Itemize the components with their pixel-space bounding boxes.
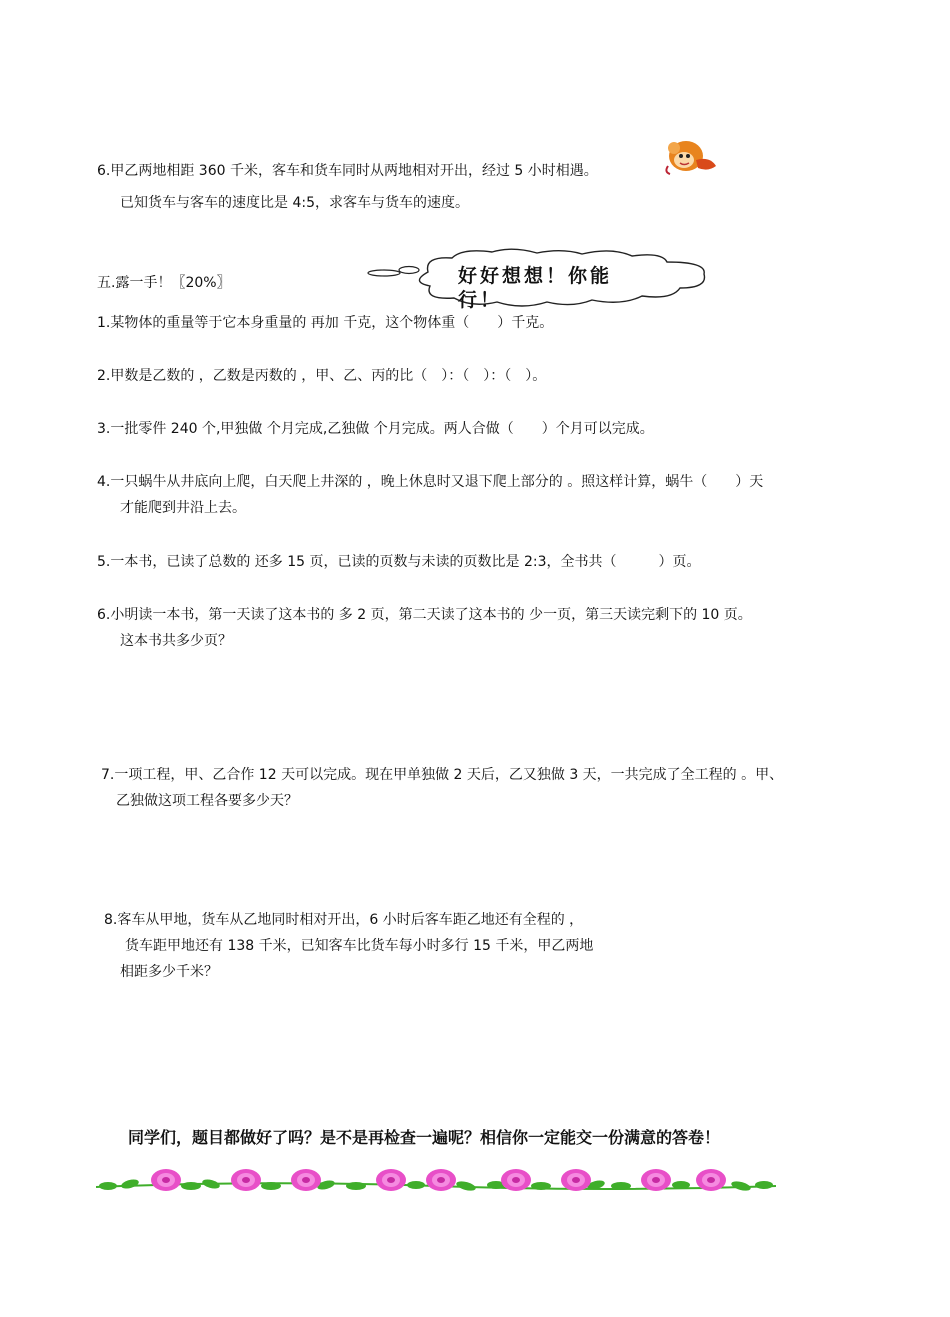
s5-q8-line3: 相距多少千米？ [120, 964, 218, 980]
bubble-text-line2: 行！ [458, 289, 503, 311]
s5-q4-line1: 4.一只蜗牛从井底向上爬，白天爬上井深的 ，晚上休息时又退下爬上部分的 。照这样计算，蜗牛（ ）天 [97, 474, 764, 490]
flower-border [96, 1166, 776, 1196]
q6-line2: 已知货车与客车的速度比是 4:5，求客车与货车的速度。 [120, 195, 469, 211]
s5-q3: 3.一批零件 240 个,甲独做 个月完成,乙独做 个月完成。两人合做（ ）个月可以完成。 [97, 421, 654, 437]
s5-q5: 5.一本书，已读了总数的 还多 15 页，已读的页数与未读的页数比是 2:3，全书共（ ）页。 [97, 554, 701, 570]
closing-message: 同学们，题目都做好了吗？是不是再检查一遍呢？相信你一定能交一份满意的答卷！ [128, 1128, 721, 1147]
rose-icons [151, 1169, 726, 1191]
bubble-text-line1: 好好想想！你能 [458, 265, 613, 287]
s5-q2: 2.甲数是乙数的 ，乙数是丙数的 ，甲、乙、丙的比（ ）：（ ）：（ ）。 [97, 368, 547, 384]
s5-q8-line2: 货车距甲地还有 138 千米，已知客车比货车每小时多行 15 千米，甲乙两地 [125, 938, 594, 954]
s5-q7-line1: 7.一项工程，甲、乙合作 12 天可以完成。现在甲单独做 2 天后，乙又独做 3 天，一共完成了全工程的 。甲、 [101, 767, 784, 783]
s5-q4-line2: 才能爬到井沿上去。 [120, 500, 246, 516]
s5-q6-line1: 6.小明读一本书，第一天读了这本书的 多 2 页，第二天读了这本书的 少一页，第三天读完剩下的 10 页。 [97, 607, 752, 623]
monkey-icon [660, 136, 722, 178]
s5-q6-line2: 这本书共多少页？ [120, 633, 232, 649]
s5-q8-line1: 8.客车从甲地，货车从乙地同时相对开出，6 小时后客车距乙地还有全程的 ， [104, 912, 584, 928]
s5-q7-line2: 乙独做这项工程各要多少天？ [116, 793, 298, 809]
q6-line1: 6.甲乙两地相距 360 千米，客车和货车同时从两地相对开出，经过 5 小时相遇。 [97, 163, 598, 179]
s5-q1: 1.某物体的重量等于它本身重量的 再加 千克，这个物体重（ ）千克。 [97, 315, 554, 331]
section5-heading: 五.露一手！〖20%〗 [97, 275, 231, 291]
